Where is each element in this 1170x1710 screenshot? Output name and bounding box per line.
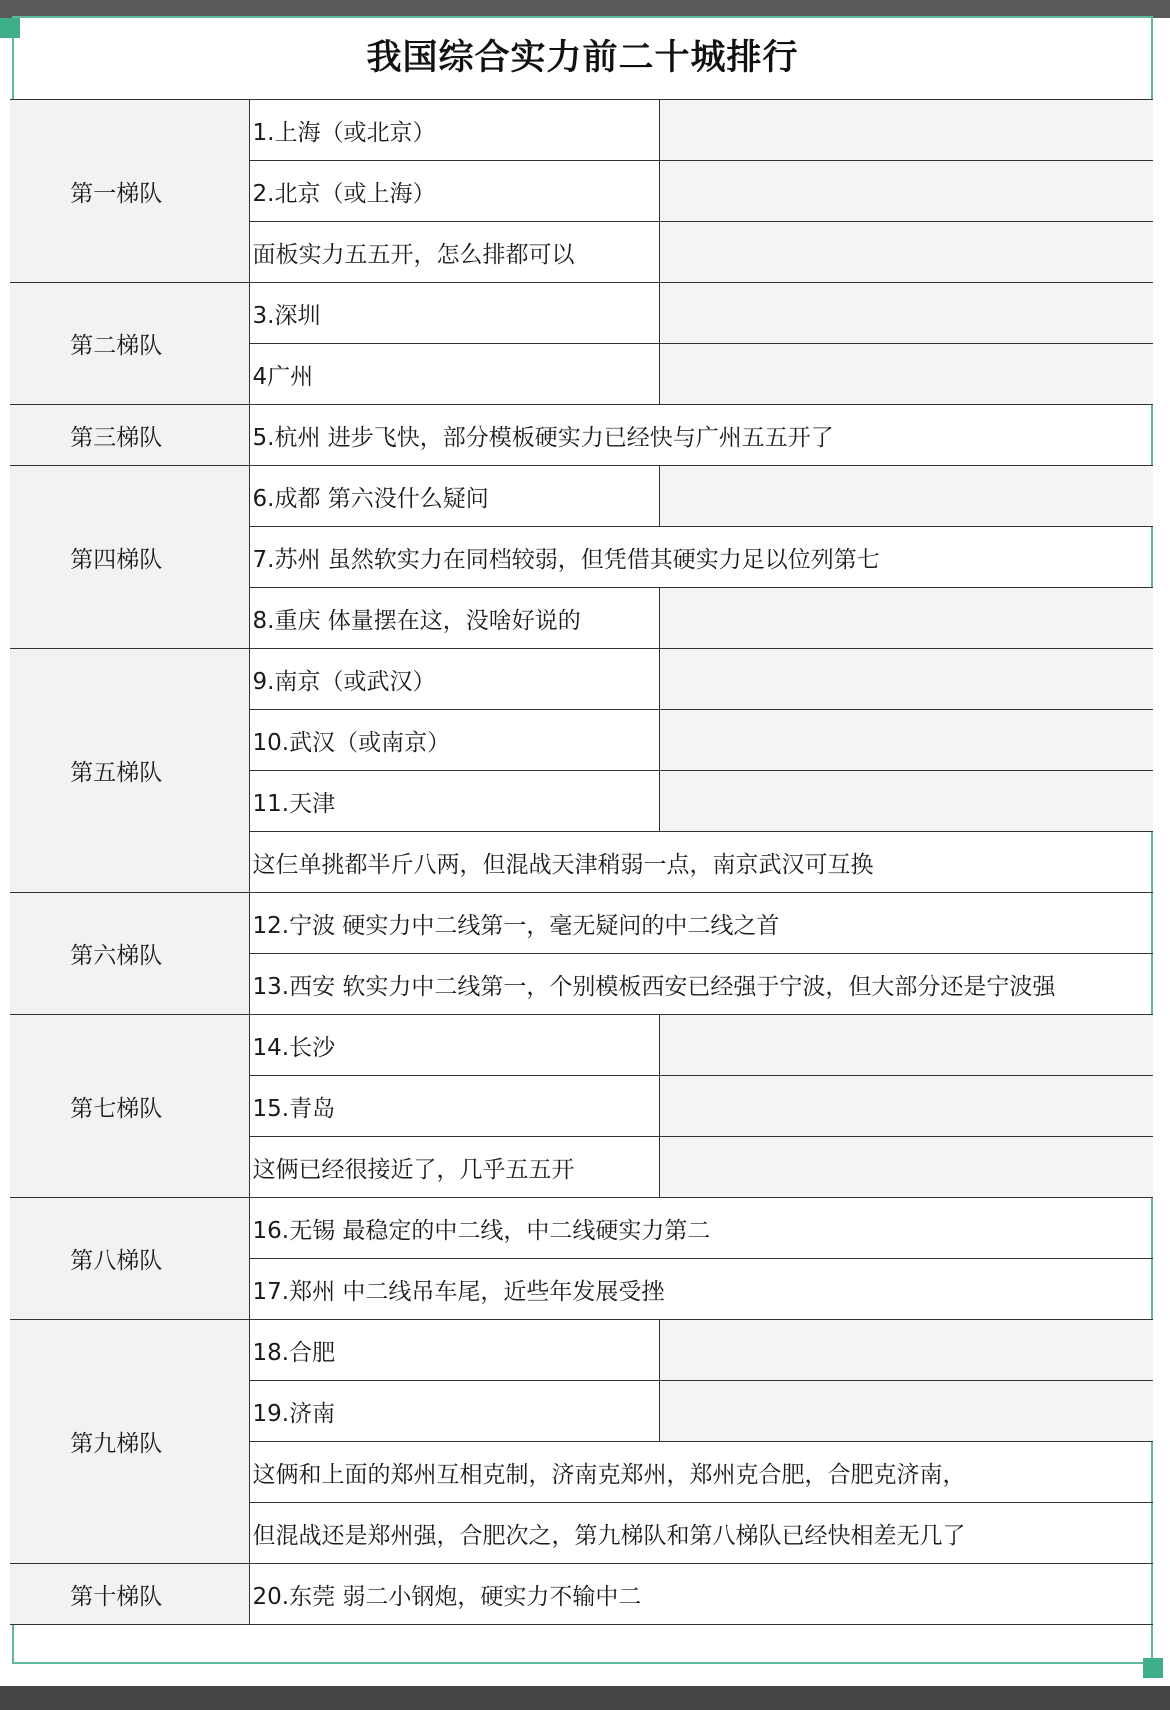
city-entry: 19.济南 bbox=[249, 1381, 659, 1442]
city-entry: 9.南京（或武汉） bbox=[249, 649, 659, 710]
table-row bbox=[10, 893, 1153, 954]
table-row bbox=[10, 283, 1153, 344]
city-entry: 5.杭州 进步飞快，部分模板硬实力已经快与广州五五开了 bbox=[249, 405, 1153, 466]
city-entry: 1.上海（或北京） bbox=[249, 100, 659, 161]
empty-cell bbox=[659, 466, 1153, 527]
empty-cell bbox=[659, 283, 1153, 344]
empty-cell bbox=[659, 1015, 1153, 1076]
table-row bbox=[10, 405, 1153, 466]
tier-label: 第五梯队 bbox=[70, 760, 163, 786]
city-entry: 这俩已经很接近了，几乎五五开 bbox=[249, 1137, 659, 1198]
city-entry: 17.郑州 中二线吊车尾，近些年发展受挫 bbox=[249, 1259, 1153, 1320]
ranking-table bbox=[10, 99, 1153, 1625]
tier-label: 第八梯队 bbox=[70, 1248, 163, 1274]
table-row bbox=[10, 649, 1153, 710]
tier-label: 第三梯队 bbox=[70, 424, 163, 451]
corner-marker-bottom-right bbox=[1143, 1658, 1163, 1678]
tier-cell bbox=[10, 283, 249, 405]
page-title: 我国综合实力前二十城排行 bbox=[366, 38, 799, 78]
city-entry: 这俩和上面的郑州互相克制，济南克郑州，郑州克合肥，合肥克济南， bbox=[249, 1442, 1153, 1503]
city-entry: 14.长沙 bbox=[249, 1015, 659, 1076]
tier-cell bbox=[10, 1015, 249, 1198]
empty-cell bbox=[659, 771, 1153, 832]
empty-cell bbox=[659, 1076, 1153, 1137]
tier-label: 第四梯队 bbox=[70, 546, 163, 573]
tier-label: 第一梯队 bbox=[70, 180, 163, 207]
tier-cell bbox=[10, 405, 249, 466]
empty-cell bbox=[659, 588, 1153, 649]
empty-cell bbox=[659, 344, 1153, 405]
tier-label: 第二梯队 bbox=[70, 333, 163, 359]
city-entry: 18.合肥 bbox=[249, 1320, 659, 1381]
empty-cell bbox=[659, 649, 1153, 710]
tier-cell bbox=[10, 649, 249, 893]
table-row bbox=[10, 100, 1153, 161]
table-row bbox=[10, 1564, 1153, 1625]
city-entry: 但混战还是郑州强，合肥次之，第九梯队和第八梯队已经快相差无几了 bbox=[249, 1503, 1153, 1564]
tier-cell bbox=[10, 893, 249, 1015]
tier-label: 第九梯队 bbox=[70, 1431, 163, 1457]
tier-cell bbox=[10, 1564, 249, 1625]
ranking-table-body bbox=[10, 100, 1153, 1625]
tier-cell bbox=[10, 1198, 249, 1320]
table-row bbox=[10, 1320, 1153, 1381]
empty-cell bbox=[659, 100, 1153, 161]
city-entry: 2.北京（或上海） bbox=[249, 161, 659, 222]
table-row bbox=[10, 1015, 1153, 1076]
city-entry: 20.东莞 弱二小钢炮，硬实力不输中二 bbox=[249, 1564, 1153, 1625]
city-entry: 10.武汉（或南京） bbox=[249, 710, 659, 771]
empty-cell bbox=[659, 222, 1153, 283]
city-entry: 15.青岛 bbox=[249, 1076, 659, 1137]
tier-cell bbox=[10, 1320, 249, 1564]
city-entry: 面板实力五五开，怎么排都可以 bbox=[249, 222, 659, 283]
tier-label: 第十梯队 bbox=[70, 1583, 163, 1610]
city-entry: 6.成都 第六没什么疑问 bbox=[249, 466, 659, 527]
table-row bbox=[10, 466, 1153, 527]
city-entry: 13.西安 软实力中二线第一，个别模板西安已经强于宁波，但大部分还是宁波强 bbox=[249, 954, 1153, 1015]
city-entry: 7.苏州 虽然软实力在同档较弱，但凭借其硬实力足以位列第七 bbox=[249, 527, 1153, 588]
table-row bbox=[10, 1198, 1153, 1259]
bottom-border-strip bbox=[0, 1686, 1170, 1710]
city-entry: 16.无锡 最稳定的中二线，中二线硬实力第二 bbox=[249, 1198, 1153, 1259]
empty-cell bbox=[659, 161, 1153, 222]
empty-cell bbox=[659, 1381, 1153, 1442]
empty-cell bbox=[659, 1137, 1153, 1198]
city-entry: 4广州 bbox=[249, 344, 659, 405]
city-entry: 12.宁波 硬实力中二线第一，毫无疑问的中二线之首 bbox=[249, 893, 1153, 954]
tier-cell bbox=[10, 466, 249, 649]
city-entry: 这仨单挑都半斤八两，但混战天津稍弱一点，南京武汉可互换 bbox=[249, 832, 1153, 893]
tier-label: 第七梯队 bbox=[70, 1095, 163, 1122]
empty-cell bbox=[659, 1320, 1153, 1381]
city-entry: 11.天津 bbox=[249, 771, 659, 832]
tier-cell bbox=[10, 100, 249, 283]
city-entry: 8.重庆 体量摆在这，没啥好说的 bbox=[249, 588, 659, 649]
tier-label: 第六梯队 bbox=[70, 943, 163, 969]
empty-cell bbox=[659, 710, 1153, 771]
city-entry: 3.深圳 bbox=[249, 283, 659, 344]
